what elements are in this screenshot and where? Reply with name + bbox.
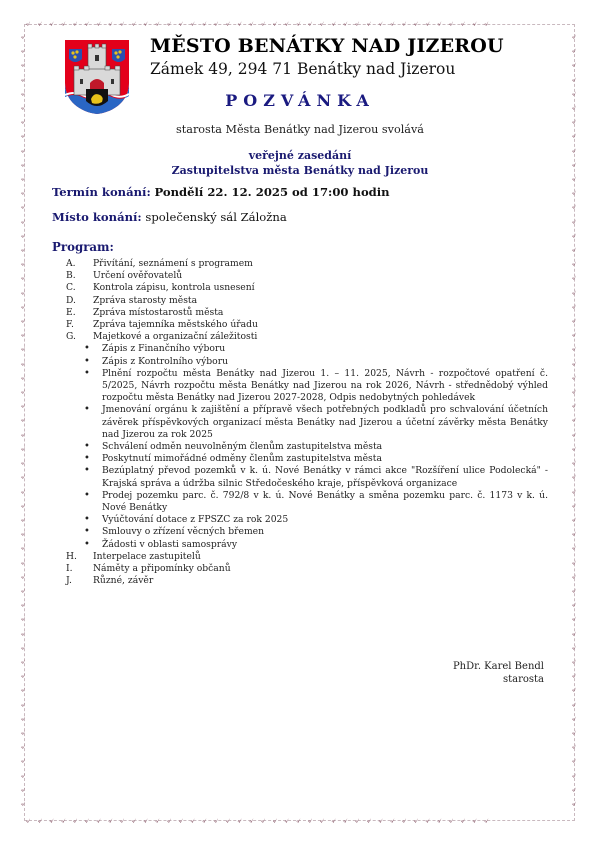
item-text: Zpráva tajemníka městského úřadu bbox=[93, 319, 258, 331]
item-letter: H. bbox=[66, 550, 77, 562]
program-list bbox=[66, 258, 566, 587]
bullet-icon: • bbox=[84, 367, 90, 379]
subitem-text: Vyúčtování dotace z FPSZC za rok 2025 bbox=[102, 514, 289, 526]
subitem-text: Zápis z Kontrolního výboru bbox=[102, 355, 229, 367]
bullet-icon: • bbox=[84, 514, 90, 526]
bullet-icon: • bbox=[84, 526, 90, 538]
border-ornament-left: ৵৵৵৵৵৵৵৵৵৵৵৵৵৵৵৵৵৵৵৵৵৵৵৵৵৵৵৵৵৵৵৵৵৵৵৵৵৵৵৵৵৵৵৵৵৵৵৵৵৵৵৵৵৵৵ bbox=[21, 33, 26, 808]
item-text: Různé, závěr bbox=[93, 575, 154, 587]
item-letter: A. bbox=[66, 258, 76, 269]
subitem-text: Jmenování orgánu k zajištění a přípravě všech potřebných podkladů pro schvalování účetních závěrek příspěvkových organizací města Benátky nad Jizerou a účetní závěrky města Benátky nad Jizerou za rok 2025 bbox=[102, 404, 548, 440]
item-text: Kontrola zápisu, kontrola usnesení bbox=[93, 282, 255, 294]
subitem bbox=[84, 490, 548, 514]
item-text: Zpráva místostarostů města bbox=[93, 306, 224, 318]
item-letter: E. bbox=[66, 306, 76, 318]
subitem bbox=[84, 514, 548, 526]
bullet-icon: • bbox=[84, 465, 90, 477]
item-text: Zpráva starosty města bbox=[93, 294, 198, 306]
item-letter: I. bbox=[66, 563, 73, 575]
place-value: společenský sál Záložna bbox=[145, 210, 287, 224]
meeting-place bbox=[52, 210, 287, 224]
town-name: MĚSTO BENÁTKY NAD JIZEROU bbox=[150, 35, 504, 57]
program-item bbox=[66, 551, 566, 563]
subitem bbox=[84, 441, 548, 453]
subitem-text: Poskytnutí mimořádné odměny členům zastupitelstva města bbox=[102, 453, 382, 465]
subitem bbox=[84, 526, 548, 538]
signature-block bbox=[453, 660, 544, 686]
item-letter: B. bbox=[66, 270, 76, 282]
border-ornament-bottom: ৵৵৵৵৵৵৵৵৵৵৵৵৵৵৵৵৵৵৵৵৵৵৵৵৵৵৵৵৵৵৵৵৵৵৵৵৵৵৵৵ bbox=[26, 818, 497, 825]
program-item bbox=[66, 282, 566, 294]
subitem bbox=[84, 453, 548, 465]
bullet-icon: • bbox=[84, 489, 90, 501]
subitem bbox=[84, 368, 548, 405]
program-item bbox=[66, 258, 566, 270]
subitem bbox=[84, 539, 548, 551]
border-ornament-right: ৵৵৵৵৵৵৵৵৵৵৵৵৵৵৵৵৵৵৵৵৵৵৵৵৵৵৵৵৵৵৵৵৵৵৵৵৵৵৵৵৵৵৵৵৵৵৵৵৵৵৵৵৵৵৵ bbox=[572, 33, 577, 808]
item-text: Přivítání, seznámení s programem bbox=[93, 258, 253, 269]
subitem-text: Smlouvy o zřízení věcných břemen bbox=[102, 526, 265, 538]
bullet-icon: • bbox=[84, 404, 90, 416]
program-item bbox=[66, 563, 566, 575]
signatory-name: PhDr. Karel Bendl bbox=[452, 661, 544, 672]
item-letter: D. bbox=[66, 294, 76, 306]
subitem-text: Bezúplatný převod pozemků v k. ú. Nové Benátky v rámci akce "Rozšíření ulice Podolecká" - Krajská správa a údržba silnic Středočeského kraje, příspěvková organizace bbox=[102, 465, 548, 489]
bullet-icon: • bbox=[84, 343, 90, 355]
date-label: Termín konání: bbox=[52, 185, 151, 199]
program-item bbox=[66, 319, 566, 331]
item-letter: G. bbox=[66, 331, 76, 343]
item-letter: F. bbox=[66, 319, 74, 331]
meeting-type-line1: veřejné zasedání bbox=[248, 149, 352, 162]
subitem bbox=[84, 465, 548, 489]
item-text: Interpelace zastupitelů bbox=[93, 550, 201, 562]
date-value: Pondělí 22. 12. 2025 od 17:00 hodin bbox=[154, 185, 390, 199]
program-item bbox=[66, 307, 566, 319]
town-address: Zámek 49, 294 71 Benátky nad Jizerou bbox=[150, 60, 456, 78]
subitem-text: Žádosti v oblasti samosprávy bbox=[102, 538, 238, 550]
item-text: Náměty a připomínky občanů bbox=[93, 563, 231, 575]
item-text: Majetkové a organizační záležitosti bbox=[93, 331, 258, 343]
bullet-icon: • bbox=[84, 355, 90, 367]
bullet-icon: • bbox=[84, 538, 90, 550]
meeting-date bbox=[52, 185, 390, 199]
bullet-icon: • bbox=[84, 441, 90, 453]
item-letter: J. bbox=[66, 575, 72, 587]
signatory-role: starosta bbox=[502, 674, 544, 685]
subitem-text: Zápis z Finančního výboru bbox=[102, 343, 226, 355]
program-item bbox=[66, 575, 566, 587]
border-ornament-top: ৵৵৵৵৵৵৵৵৵৵৵৵৵৵৵৵৵৵৵৵৵৵৵৵৵৵৵৵৵৵৵৵৵৵৵৵৵৵৵৵ bbox=[26, 21, 497, 28]
convener-line: starosta Města Benátky nad Jizerou svolává bbox=[176, 123, 424, 136]
item-letter: C. bbox=[66, 282, 76, 294]
program-item bbox=[66, 270, 566, 282]
program-heading: Program: bbox=[52, 240, 114, 254]
subitem bbox=[84, 404, 548, 441]
meeting-type bbox=[0, 148, 600, 178]
document-title: POZVÁNKA bbox=[225, 91, 375, 110]
program-item bbox=[66, 295, 566, 307]
meeting-type-line2: Zastupitelstva města Benátky nad Jizerou bbox=[171, 164, 429, 177]
subitem-text: Plnění rozpočtu města Benátky nad Jizerou 1. – 11. 2025, Návrh - rozpočtové opatření č. 5/2025, Návrh rozpočtu města Benátky nad Jizerou na rok 2026, Návrh - střednědobý výhled rozpočtu města Benátky nad Jizerou 2027-2028, Odpis nedobytných pohledávek bbox=[102, 367, 548, 404]
program-item bbox=[66, 331, 566, 343]
bullet-icon: • bbox=[84, 453, 90, 465]
subitem-text: Prodej pozemku parc. č. 792/8 v k. ú. Nové Benátky a směna pozemku parc. č. 1173 v k. ú. Nové Benátky bbox=[102, 489, 548, 514]
subitem-text: Schválení odměn neuvolněným členům zastupitelstva města bbox=[102, 441, 383, 453]
item-text: Určení ověřovatelů bbox=[93, 270, 183, 282]
place-label: Místo konání: bbox=[52, 210, 142, 224]
subitem bbox=[84, 343, 548, 355]
subitem bbox=[84, 356, 548, 368]
